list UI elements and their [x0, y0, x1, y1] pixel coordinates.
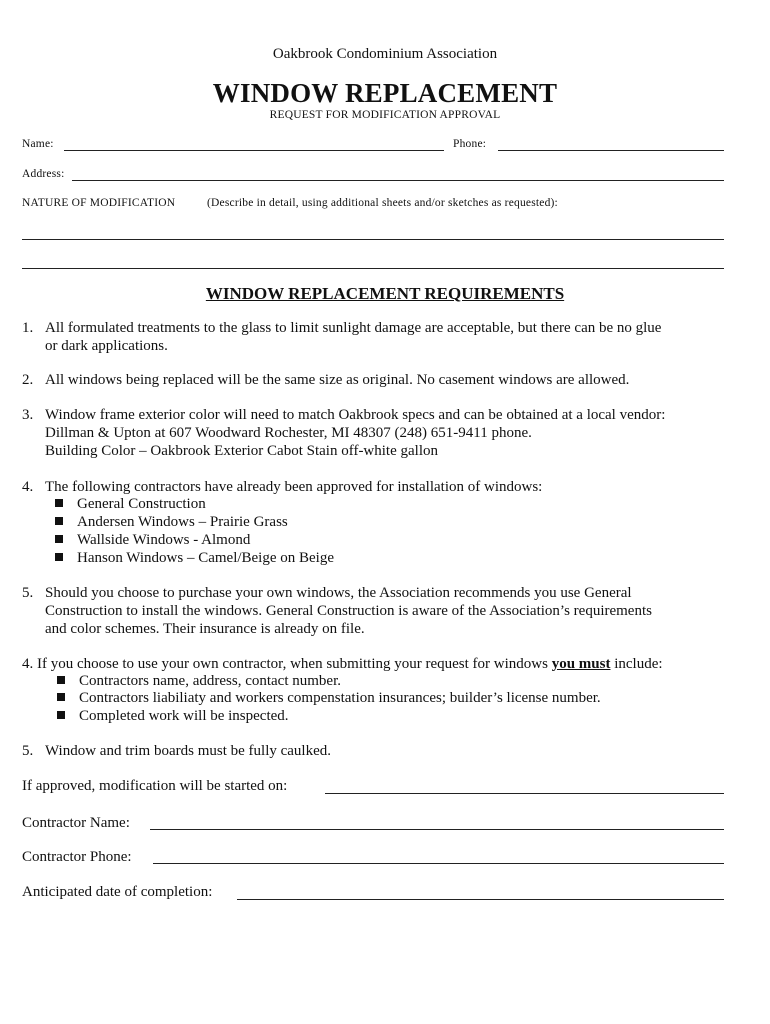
square-bullet-icon [55, 517, 63, 525]
document-subtitle: REQUEST FOR MODIFICATION APPROVAL [269, 109, 501, 121]
description-line-1[interactable] [22, 239, 724, 240]
contractor-requirement: Completed work will be inspected. [79, 708, 289, 724]
emphasis-you-must: you must [551, 656, 611, 672]
requirement-5-line-1: Should you choose to purchase your own windows, the Association recommends you use General [45, 585, 632, 601]
completion-date-field[interactable] [237, 899, 724, 900]
requirements-heading: WINDOW REPLACEMENT REQUIREMENTS [205, 284, 565, 303]
requirement-4-line-1: The following contractors have already been approved for installation of windows: [45, 479, 543, 495]
start-date-label: If approved, modification will be started on: [22, 778, 288, 794]
list-item [57, 708, 289, 726]
address-field[interactable] [72, 180, 724, 181]
address-label: Address: [22, 168, 65, 180]
requirement-1-line-2: or dark applications. [45, 338, 168, 354]
phone-label: Phone: [453, 138, 487, 150]
phone-field[interactable] [498, 150, 724, 151]
contractor-phone-label: Contractor Phone: [22, 849, 132, 865]
requirement-own-contractor [22, 656, 663, 674]
requirement-caulk-line-1: Window and trim boards must be fully caulked. [45, 743, 332, 759]
list-item [55, 496, 206, 514]
list-item [55, 550, 334, 568]
requirement-5-line-3: and color schemes. Their insurance is already on file. [45, 621, 365, 637]
nature-hint: (Describe in detail, using additional sheets and/or sketches as requested): [207, 197, 558, 209]
name-field[interactable] [64, 150, 444, 151]
requirement-1-line-1: All formulated treatments to the glass to limit sunlight damage are acceptable, but there can be no glue [45, 320, 662, 336]
organization-name: Oakbrook Condominium Association [272, 46, 498, 62]
contractor-name-field[interactable] [150, 829, 724, 830]
item-number: 5. [22, 585, 34, 601]
own-contractor-text: 4. If you choose to use your own contractor, when submitting your request for windows [22, 656, 552, 672]
contractor-name: Hanson Windows – Camel/Beige on Beige [77, 550, 334, 566]
list-item [55, 514, 288, 532]
contractor-name-label: Contractor Name: [22, 815, 130, 831]
contractor-requirement: Contractors liabiliaty and workers compenstation insurances; builder’s license number. [79, 690, 601, 706]
requirement-3-line-1: Window frame exterior color will need to match Oakbrook specs and can be obtained at a local vendor: [45, 407, 666, 423]
contractor-requirement: Contractors name, address, contact number. [79, 673, 342, 689]
item-number: 4. [22, 479, 34, 495]
own-contractor-suffix: include: [610, 656, 663, 672]
item-number: 3. [22, 407, 34, 423]
list-item [57, 673, 341, 691]
contractor-name: Andersen Windows – Prairie Grass [77, 514, 288, 530]
contractor-name: Wallside Windows - Almond [77, 532, 251, 548]
requirement-2-line-1: All windows being replaced will be the same size as original. No casement windows are allowed. [45, 372, 630, 388]
requirement-3-line-3: Building Color – Oakbrook Exterior Cabot Stain off-white gallon [45, 443, 439, 459]
document-title: WINDOW REPLACEMENT [212, 78, 558, 108]
contractor-name: General Construction [77, 496, 206, 512]
square-bullet-icon [55, 499, 63, 507]
item-number: 2. [22, 372, 34, 388]
requirement-5-line-2: Construction to install the windows. General Construction is aware of the Association’s requirements [45, 603, 652, 619]
completion-date-label: Anticipated date of completion: [22, 884, 213, 900]
nature-label: NATURE OF MODIFICATION [22, 197, 176, 209]
name-label: Name: [22, 138, 54, 150]
list-item [55, 532, 250, 550]
square-bullet-icon [57, 711, 65, 719]
item-number: 1. [22, 320, 34, 336]
square-bullet-icon [57, 693, 65, 701]
start-date-field[interactable] [325, 793, 724, 794]
description-line-2[interactable] [22, 268, 724, 269]
contractor-phone-field[interactable] [153, 863, 724, 864]
square-bullet-icon [57, 676, 65, 684]
list-item [57, 690, 601, 708]
square-bullet-icon [55, 553, 63, 561]
item-number: 5. [22, 743, 34, 759]
requirement-3-line-2: Dillman & Upton at 607 Woodward Rochester, MI 48307 (248) 651-9411 phone. [45, 425, 532, 441]
square-bullet-icon [55, 535, 63, 543]
